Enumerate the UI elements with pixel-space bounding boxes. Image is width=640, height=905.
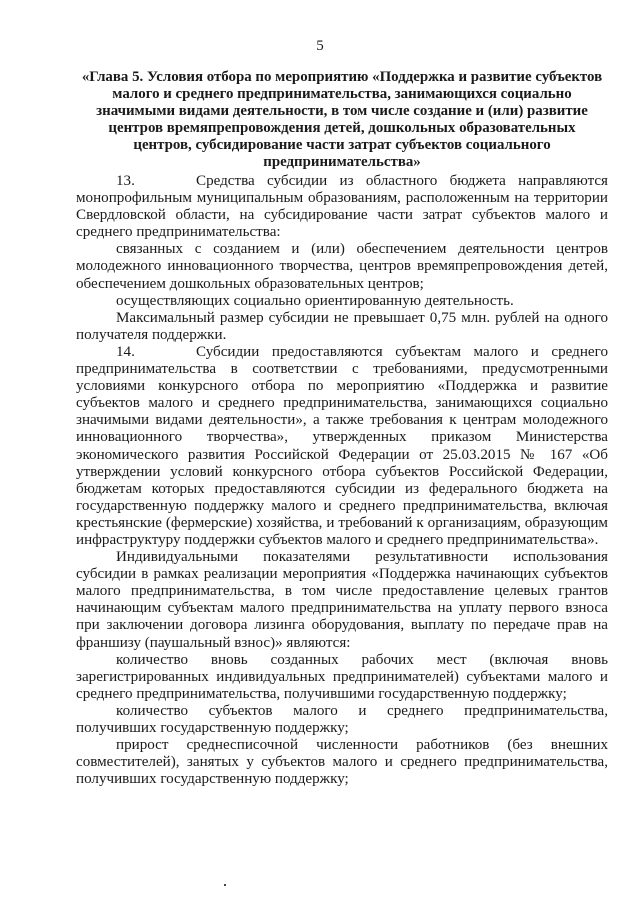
paragraph-number: 13. <box>116 173 135 189</box>
page-number: 5 <box>316 38 324 54</box>
heading-line: значимыми видами деятельности, в том числе создание и (или) развитие <box>96 103 588 119</box>
document-body <box>76 69 608 788</box>
heading-line: малого и среднего предпринимательства, занимающихся социально <box>112 86 572 102</box>
paragraph-text: Средства субсидии из областного бюджета направляются монопрофильным муниципальным образованиям, расположенным на территории Свердловской области, на субсидирование части затрат субъектов малого и среднего предпринимательства: <box>76 173 608 241</box>
heading-line: центров времяпрепровождения детей, дошкольных образовательных <box>108 120 576 136</box>
heading-line: предпринимательства» <box>263 154 421 170</box>
indicator-item: количество субъектов малого и среднего предпринимательства, получивших государственную поддержку; <box>76 702 608 736</box>
heading-line: центров, субсидирование части затрат субъектов социального <box>133 137 551 153</box>
indicator-item: количество вновь созданных рабочих мест (включая вновь зарегистрированных индивидуальных предпринимателей) субъектами малого и среднего предпринимательства, получившими государственную поддержку; <box>76 651 608 702</box>
paragraph-13 <box>76 173 608 241</box>
paragraph-number: 14. <box>116 343 135 360</box>
paragraph-text: Субсидии предоставляются субъектам малого и среднего предпринимательства в соответствии с требованиями, предусмотренными условиями конкурсного отбора по мероприятию «Поддержка и развитие субъектов малого и среднего предпринимательства, занимающихся социально значимыми видами деятельности», а также требования к центрам молодежного инновационного творчества», утвержденных приказом Министерства экономического развития Российской Федерации от 25.03.2015 № 167 «Об утверждении условий конкурсного отбора субъектов Российской Федерации, бюджетам которых предоставляются субсидии из федерального бюджета на государственную поддержку малого и среднего предпринимательства, включая крестьянские (фермерские) хозяйства, и требований к организациям, образующим инфраструктуру поддержки субъектов малого и среднего предпринимательства». <box>76 343 608 548</box>
paragraph-14 <box>76 344 608 549</box>
paragraph-13-item-a: связанных с созданием и (или) обеспечением деятельности центров молодежного инновационного творчества, центров времяпрепровождения детей, обеспечением дошкольных образовательных центров; <box>76 241 608 292</box>
paragraph-13-max-subsidy: Максимальный размер субсидии не превышает 0,75 млн. рублей на одного получателя поддержки. <box>76 309 608 343</box>
indicator-item: прирост среднесписочной численности работников (без внешних совместителей), занятых у субъектов малого и среднего предпринимательства, получивших государственную поддержку; <box>76 737 608 788</box>
paragraph-13-item-b: осуществляющих социально ориентированную деятельность. <box>116 292 514 309</box>
heading-line: «Глава 5. Условия отбора по мероприятию «Поддержка и развитие субъектов <box>81 69 603 85</box>
paragraph-indicators: Индивидуальными показателями результативности использования субсидии в рамках реализации мероприятия «Поддержка начинающих субъектов малого предпринимательства, в том числе предоставление целевых грантов начинающим субъектам малого предпринимательства на уплату первого взноса при заключении договора лизинга оборудования, выплату по передаче прав на франшизу (паушальный взнос)» являются: <box>76 549 608 651</box>
scan-dot <box>224 884 226 886</box>
chapter-heading <box>76 69 608 171</box>
